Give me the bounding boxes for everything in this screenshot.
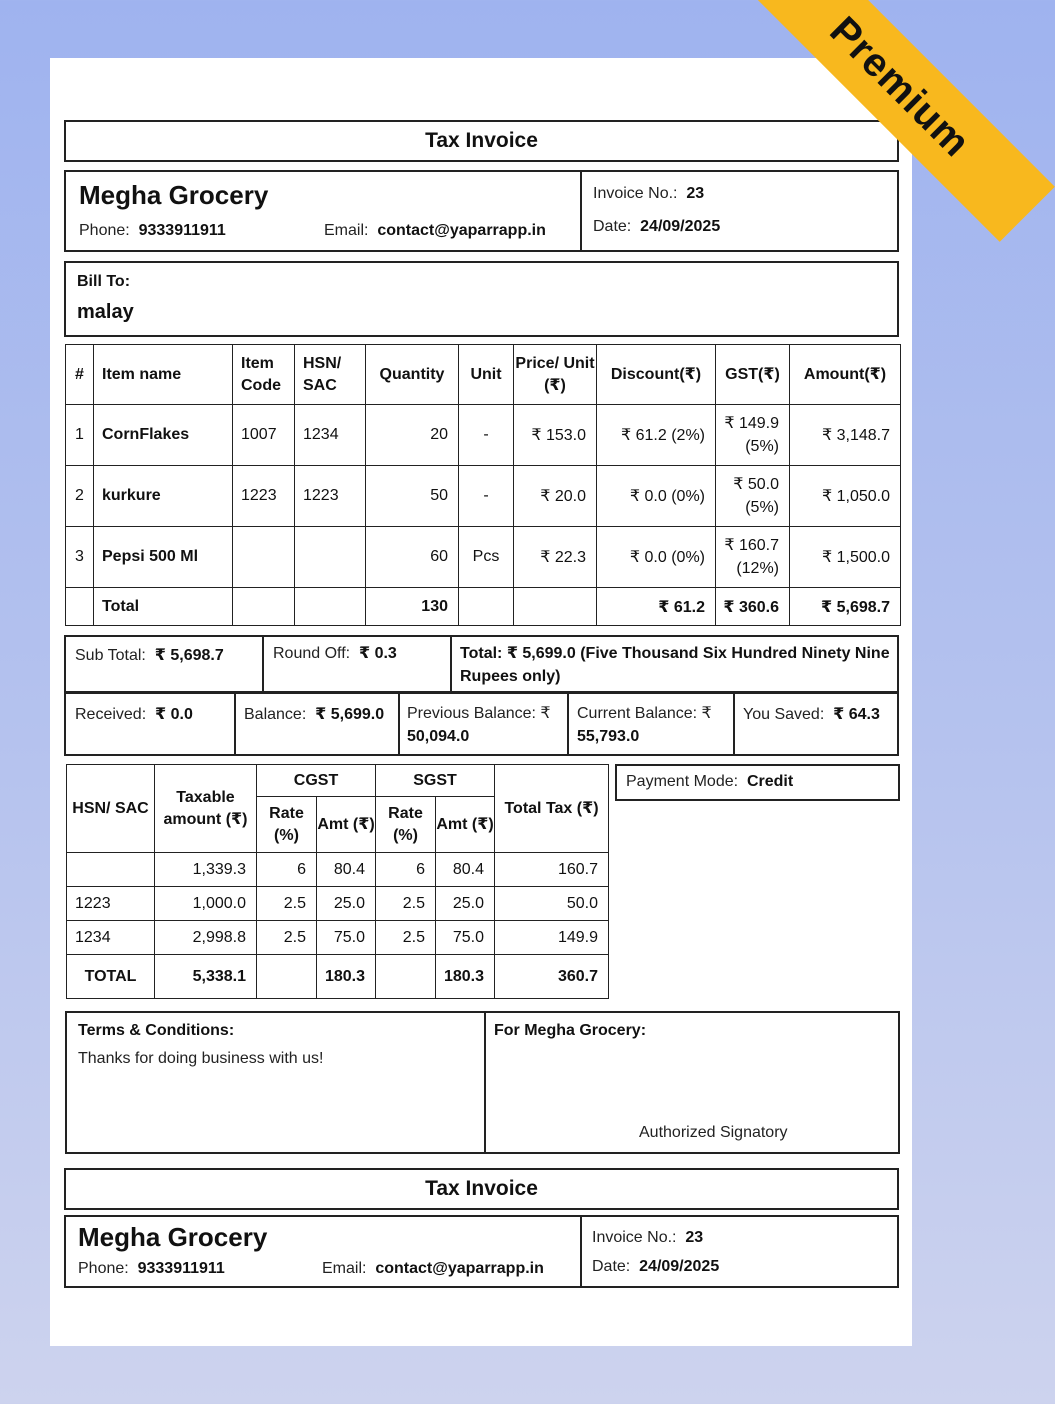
row-gst [716, 527, 790, 588]
row-gst-percent: (5%) [745, 438, 779, 455]
phone-label: Phone: [79, 222, 130, 239]
bill-to-box [64, 261, 899, 337]
tax-row-cgst-rate: 2.5 [257, 887, 317, 921]
received-label: Received: [75, 706, 147, 723]
header-box-copy [64, 1215, 899, 1288]
invoice-date-row [593, 218, 720, 236]
row-gst-amount: ₹ 160.7 [724, 537, 779, 554]
grand-total [460, 642, 890, 688]
row-amount: ₹ 1,050.0 [790, 466, 901, 527]
you-saved [743, 704, 880, 724]
col-header-item-name: Item name [94, 345, 233, 405]
tax-total-row [67, 955, 609, 999]
row-discount: ₹ 0.0 (0%) [597, 466, 716, 527]
invoice-no-label: Invoice No.: [593, 185, 678, 202]
row-item-code [233, 527, 295, 588]
tax-row [67, 887, 609, 921]
bill-to-label: Bill To: [77, 273, 131, 290]
tax-header-taxable: Taxable amount (₹) [155, 765, 257, 853]
terms-text: Thanks for doing business with us! [78, 1050, 324, 1067]
grand-total-value: ₹ 5,699.0 (Five Thousand Six Hundred Ninety Nine Rupees only) [460, 645, 890, 685]
premium-badge: Premium [745, 0, 1055, 242]
row-no: 1 [66, 405, 94, 466]
email-row [324, 222, 546, 240]
total-amount: ₹ 5,698.7 [790, 588, 901, 626]
tax-row-total: 50.0 [495, 887, 609, 921]
row-quantity: 20 [366, 405, 459, 466]
tax-header-cgst-amt: Amt (₹) [317, 797, 376, 853]
sub-total-value: ₹ 5,698.7 [154, 647, 224, 664]
payment-mode-label: Payment Mode: [626, 773, 739, 790]
row-discount: ₹ 0.0 (0%) [597, 527, 716, 588]
tax-row-sgst-amt: 75.0 [436, 921, 495, 955]
balance-value: ₹ 5,699.0 [315, 706, 385, 723]
round-off-value: ₹ 0.3 [358, 645, 397, 662]
row-quantity: 50 [366, 466, 459, 527]
invoice-title: Tax Invoice [64, 120, 899, 162]
tax-row-sgst-rate: 6 [376, 853, 436, 887]
email-label-copy: Email: [322, 1260, 367, 1277]
tax-total-taxable: 5,338.1 [155, 955, 257, 999]
received [75, 704, 193, 724]
tax-row [67, 853, 609, 887]
row-unit: Pcs [459, 527, 514, 588]
previous-balance-label: Previous Balance: ₹ [407, 705, 551, 722]
col-header-gst: GST(₹) [716, 345, 790, 405]
email-row-copy [322, 1260, 544, 1278]
payment-mode-box [615, 764, 900, 801]
total-label: Total [94, 588, 233, 626]
invoice-no-value-copy: 23 [685, 1229, 704, 1246]
tax-row-sgst-rate: 2.5 [376, 921, 436, 955]
col-header-no: # [66, 345, 94, 405]
balance [244, 704, 384, 724]
round-off [273, 643, 397, 663]
tax-header-sgst-amt: Amt (₹) [436, 797, 495, 853]
invoice-paper [50, 58, 912, 1346]
date-label: Date: [593, 218, 632, 235]
balance-label: Balance: [244, 706, 307, 723]
invoice-no-value: 23 [686, 185, 705, 202]
tax-header-sgst: SGST [376, 765, 495, 797]
row-item-code: 1007 [233, 405, 295, 466]
tax-row-sgst-amt: 80.4 [436, 853, 495, 887]
invoice-title-copy: Tax Invoice [64, 1168, 899, 1210]
col-header-price: Price/ Unit (₹) [514, 345, 597, 405]
tax-table [66, 764, 609, 999]
row-discount: ₹ 61.2 (2%) [597, 405, 716, 466]
tax-row-hsn [67, 853, 155, 887]
round-off-label: Round Off: [273, 645, 351, 662]
row-quantity: 60 [366, 527, 459, 588]
phone-value: 9333911911 [138, 222, 226, 239]
row-hsn: 1223 [295, 466, 366, 527]
summary-row-1 [64, 635, 899, 693]
col-header-hsn: HSN/ SAC [295, 345, 366, 405]
tax-row-total: 149.9 [495, 921, 609, 955]
invoice-no-row-copy [592, 1229, 703, 1247]
email-value: contact@yaparrapp.in [377, 222, 546, 239]
tax-row-sgst-amt: 25.0 [436, 887, 495, 921]
row-hsn [295, 527, 366, 588]
row-unit: - [459, 405, 514, 466]
row-no: 3 [66, 527, 94, 588]
total-discount: ₹ 61.2 [597, 588, 716, 626]
col-header-item-code: Item Code [233, 345, 295, 405]
payment-mode [626, 773, 793, 791]
col-header-amount: Amount(₹) [790, 345, 901, 405]
tax-total-total: 360.7 [495, 955, 609, 999]
tax-total-label: TOTAL [67, 955, 155, 999]
row-gst-percent: (5%) [745, 499, 779, 516]
current-balance-label: Current Balance: ₹ [577, 705, 712, 722]
row-price: ₹ 20.0 [514, 466, 597, 527]
row-gst [716, 466, 790, 527]
phone-label-copy: Phone: [78, 1260, 129, 1277]
tax-row-taxable: 1,000.0 [155, 887, 257, 921]
row-gst-amount: ₹ 50.0 [733, 476, 779, 493]
premium-ribbon [730, 0, 979, 230]
previous-balance-value: 50,094.0 [407, 728, 470, 745]
tax-row-cgst-amt: 25.0 [317, 887, 376, 921]
email-value-copy: contact@yaparrapp.in [375, 1260, 544, 1277]
row-item-name: CornFlakes [94, 405, 233, 466]
tax-row-cgst-amt: 80.4 [317, 853, 376, 887]
you-saved-label: You Saved: [743, 706, 825, 723]
business-name-copy: Megha Grocery [78, 1222, 268, 1252]
header-divider [580, 172, 582, 250]
tax-row-taxable: 2,998.8 [155, 921, 257, 955]
tax-row-cgst-rate: 6 [257, 853, 317, 887]
items-table [65, 344, 901, 626]
items-header-row [66, 345, 901, 405]
row-amount: ₹ 3,148.7 [790, 405, 901, 466]
invoice-date-row-copy [592, 1258, 719, 1276]
current-balance [577, 702, 712, 748]
invoice-no-label-copy: Invoice No.: [592, 1229, 677, 1246]
terms-signature-box [65, 1011, 900, 1154]
current-balance-value: 55,793.0 [577, 728, 640, 745]
tax-header-sgst-rate: Rate (%) [376, 797, 436, 853]
table-row [66, 405, 901, 466]
row-gst-percent: (12%) [736, 560, 779, 577]
tax-header-hsn: HSN/ SAC [67, 765, 155, 853]
payment-mode-value: Credit [746, 773, 794, 790]
row-hsn: 1234 [295, 405, 366, 466]
row-price: ₹ 153.0 [514, 405, 597, 466]
tax-header-total: Total Tax (₹) [495, 765, 609, 853]
row-gst [716, 405, 790, 466]
table-row [66, 527, 901, 588]
tax-row-cgst-rate: 2.5 [257, 921, 317, 955]
date-value: 24/09/2025 [640, 218, 721, 235]
received-value: ₹ 0.0 [155, 706, 193, 723]
tax-row-total: 160.7 [495, 853, 609, 887]
row-item-code: 1223 [233, 466, 295, 527]
tax-row-taxable: 1,339.3 [155, 853, 257, 887]
col-header-unit: Unit [459, 345, 514, 405]
authorized-signatory: Authorized Signatory [639, 1124, 788, 1141]
items-total-row [66, 588, 901, 626]
tax-header-cgst: CGST [257, 765, 376, 797]
row-gst-amount: ₹ 149.9 [724, 415, 779, 432]
tax-row-sgst-rate: 2.5 [376, 887, 436, 921]
business-name: Megha Grocery [79, 180, 269, 210]
phone-value-copy: 9333911911 [137, 1260, 225, 1277]
col-header-discount: Discount(₹) [597, 345, 716, 405]
phone-row [79, 222, 226, 240]
phone-row-copy [78, 1260, 225, 1278]
bill-to-name: malay [77, 301, 134, 323]
row-item-name: kurkure [94, 466, 233, 527]
invoice-no-row [593, 185, 704, 203]
grand-total-label: Total: [460, 645, 503, 662]
col-header-quantity: Quantity [366, 345, 459, 405]
tax-row-hsn: 1223 [67, 887, 155, 921]
email-label: Email: [324, 222, 369, 239]
summary-row-2 [64, 692, 899, 756]
date-value-copy: 24/09/2025 [639, 1258, 720, 1275]
row-no: 2 [66, 466, 94, 527]
row-item-name: Pepsi 500 Ml [94, 527, 233, 588]
tax-total-sgst-amt: 180.3 [436, 955, 495, 999]
total-gst: ₹ 360.6 [716, 588, 790, 626]
you-saved-value: ₹ 64.3 [833, 706, 880, 723]
row-unit: - [459, 466, 514, 527]
sub-total-label: Sub Total: [75, 647, 146, 664]
signature-label: For Megha Grocery: [494, 1022, 647, 1039]
row-amount: ₹ 1,500.0 [790, 527, 901, 588]
terms-label: Terms & Conditions: [78, 1022, 235, 1039]
tax-total-cgst-amt: 180.3 [317, 955, 376, 999]
sub-total [75, 645, 224, 665]
row-price: ₹ 22.3 [514, 527, 597, 588]
tax-row-cgst-amt: 75.0 [317, 921, 376, 955]
tax-row [67, 921, 609, 955]
table-row [66, 466, 901, 527]
tax-row-hsn: 1234 [67, 921, 155, 955]
date-label-copy: Date: [592, 1258, 631, 1275]
total-quantity: 130 [366, 588, 459, 626]
tax-header-cgst-rate: Rate (%) [257, 797, 317, 853]
previous-balance [407, 702, 551, 748]
